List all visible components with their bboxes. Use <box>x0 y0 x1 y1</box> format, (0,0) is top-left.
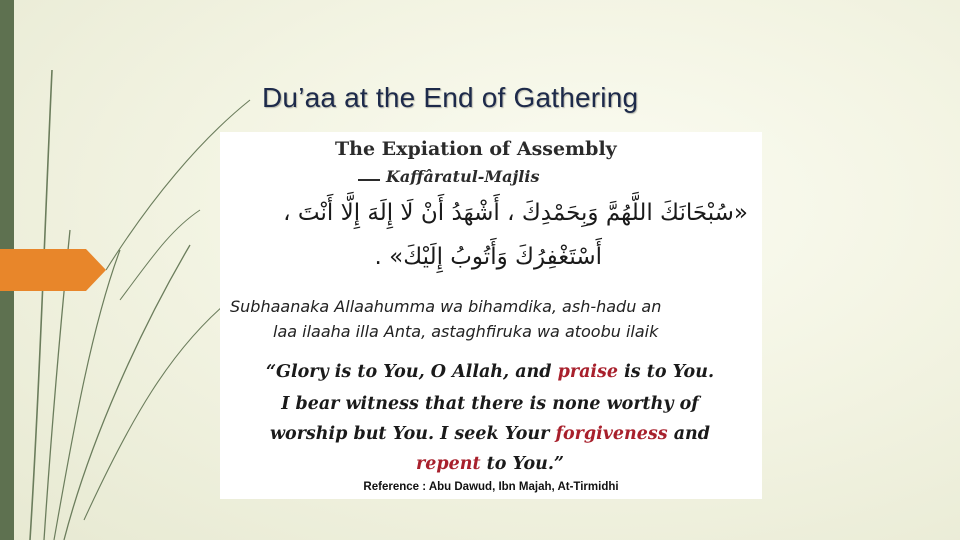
card-heading: The Expiation of Assembly <box>335 138 617 160</box>
arabic-text-line-2: أَسْتَغْفِرُكَ وَأَتُوبُ إِلَيْكَ» . <box>374 244 602 270</box>
transliteration-line-1: Subhaanaka Allaahumma wa bihamdika, ash-hadu an <box>230 297 662 316</box>
english-line-1: “Glory is to You, O Allah, and praise is to You. <box>265 362 715 382</box>
english-line-3: worship but You. I seek Your forgiveness and <box>269 424 711 444</box>
english-line-4: repent to You.” <box>416 454 564 474</box>
transliteration-line-2: laa ilaaha illa Anta, astaghfiruka wa atoobu ilaik <box>273 322 659 341</box>
orange-accent-arrow <box>0 249 106 291</box>
highlight-repent: repent <box>416 454 481 474</box>
reference-text: Reference : Abu Dawud, Ibn Majah, At-Tirmidhi <box>363 481 619 493</box>
arabic-text-line-1: «سُبْحَانَكَ اللَّهُمَّ وَبِحَمْدِكَ ، أَشْهَدُ أَنْ لَا إِلَهَ إِلَّا أَنْتَ ، <box>283 200 748 226</box>
highlight-forgiveness: forgiveness <box>555 424 668 444</box>
subheading-dash <box>358 179 380 181</box>
slide-title: Du’aa at the End of Gathering <box>262 82 639 113</box>
highlight-praise: praise <box>557 362 619 382</box>
card-subheading: Kaffâratul-Majlis <box>386 167 540 186</box>
dua-card-image <box>220 132 762 499</box>
english-line-2: I bear witness that there is none worthy of <box>281 394 699 414</box>
